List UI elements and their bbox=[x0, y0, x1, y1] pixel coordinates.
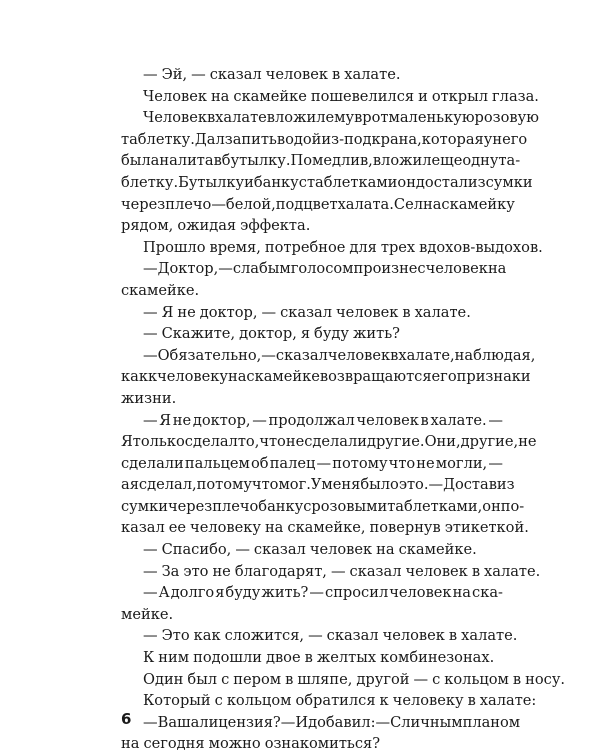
text-line: — Обязательно, — сказал человек в халате, наблюдая, bbox=[143, 346, 536, 364]
text-line: через плечо — белой, под цвет халата. Сел на скамейку bbox=[121, 195, 515, 213]
text-line: — Эй, — сказал человек в халате. bbox=[143, 66, 401, 83]
body-text bbox=[121, 64, 566, 755]
text-line: К ним подошли двое в желтых комбинезонах. bbox=[143, 649, 495, 667]
text-line: казал ее человеку на скамейке, повернув этикеткой. bbox=[121, 519, 529, 537]
text-line: — Доктор, — слабым голосом произнес человек на bbox=[143, 260, 507, 278]
text-line: — Скажите, доктор, я буду жить? bbox=[143, 325, 400, 343]
text-line: — Я не доктор, — сказал человек в халате. bbox=[143, 303, 471, 321]
text-line: — Спасибо, — сказал человек на скамейке. bbox=[143, 541, 477, 559]
text-line: Человек на скамейке пошевелился и открыл глаза. bbox=[143, 87, 539, 105]
page-number: 6 bbox=[121, 710, 132, 728]
text-line: а я сделал, потому что мог. У меня было это. — Достав из bbox=[121, 476, 515, 494]
text-line: — Ваша лицензия? — И добавил: — С личным планом bbox=[143, 713, 521, 731]
text-line: — А долго я буду жить? — спросил человек на ска- bbox=[143, 584, 503, 602]
text-line: Один был с пером в шляпе, другой — с кольцом в носу. bbox=[143, 670, 566, 688]
text-line: таблетку. Дал запить водой из-под крана, которая у него bbox=[121, 130, 528, 148]
text-line: скамейке. bbox=[121, 281, 200, 299]
text-line: — Я не доктор, — продолжал человек в халате. — bbox=[143, 411, 503, 429]
text-line: жизни. bbox=[121, 389, 177, 407]
text-line: Человек в халате вложил ему в рот маленькую розовую bbox=[143, 109, 539, 127]
text-line: — Это как сложится, — сказал человек в халате. bbox=[143, 627, 518, 645]
text-line: блетку. Бутылку и банку с таблетками он достал из сумки bbox=[121, 173, 533, 191]
text-line: Прошло время, потребное для трех вдохов-выдохов. bbox=[143, 238, 543, 256]
text-line: — За это не благодарят, — сказал человек в халате. bbox=[143, 562, 541, 580]
text-line: сделали пальцем об палец — потому что не могли, — bbox=[121, 454, 503, 472]
text-line: сумки через плечо банку с розовыми таблетками, он по- bbox=[121, 497, 525, 515]
text-line: была налита в бутылку. Помедлив, вложил еще одну та- bbox=[121, 152, 521, 170]
text-line: на сегодня можно ознакомиться? bbox=[121, 735, 381, 753]
text-line: мейке. bbox=[121, 605, 174, 623]
text-line: как к человеку на скамейке возвращаются его признаки bbox=[121, 368, 531, 386]
text-line: Который с кольцом обратился к человеку в халате: bbox=[143, 692, 537, 710]
text-line: Я только сделал то, что не сделали другие. Они, другие, не bbox=[121, 433, 537, 451]
text-line: рядом, ожидая эффекта. bbox=[121, 217, 311, 235]
